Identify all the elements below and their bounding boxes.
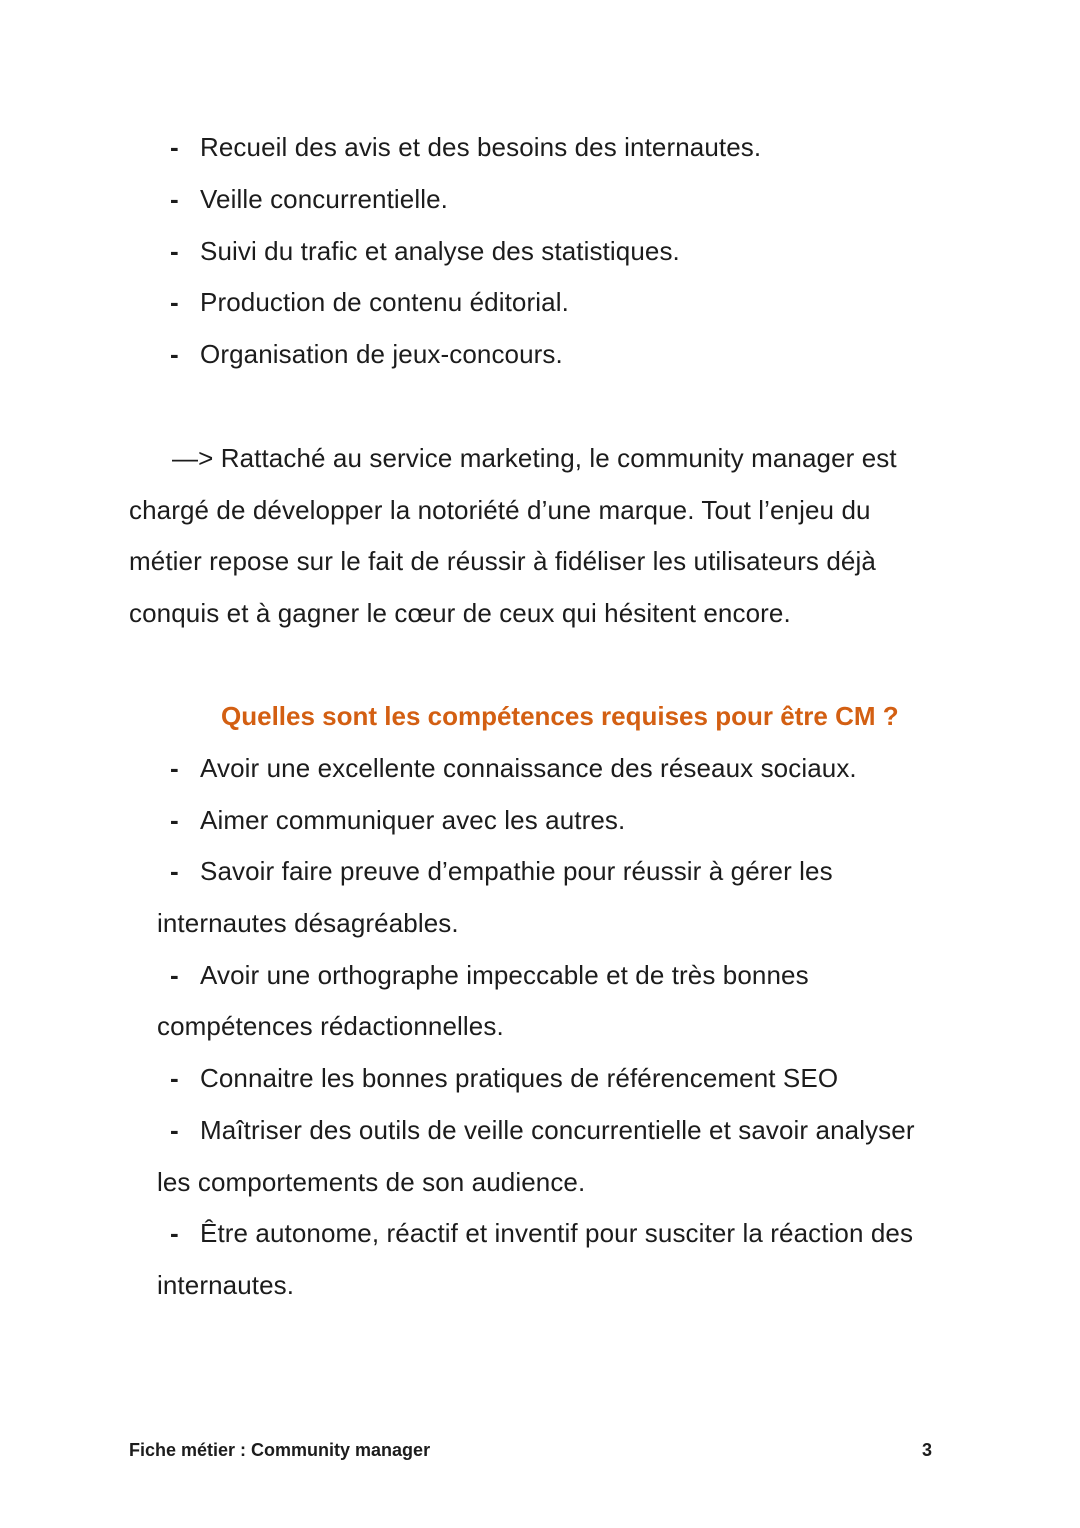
list-item: Être autonome, réactif et inventif pour susciter la réaction des (200, 1218, 914, 1248)
paragraph-line: conquis et à gagner le cœur de ceux qui hésitent encore. (129, 598, 791, 628)
list-item: Recueil des avis et des besoins des internautes. (200, 132, 762, 162)
list-item: Suivi du trafic et analyse des statistiques. (200, 236, 680, 266)
list-dash: - (170, 339, 179, 369)
list-item: Avoir une excellente connaissance des réseaux sociaux. (200, 753, 857, 783)
paragraph-line: métier repose sur le fait de réussir à fidéliser les utilisateurs déjà (129, 546, 876, 576)
list-item: Production de contenu éditorial. (200, 287, 569, 317)
list-item: Maîtriser des outils de veille concurrentielle et savoir analyser (200, 1115, 915, 1145)
list-dash: - (170, 1218, 179, 1248)
list-item-continuation: internautes désagréables. (157, 908, 459, 938)
section-heading: Quelles sont les compétences requises pour être CM ? (221, 701, 899, 731)
list-item: Organisation de jeux-concours. (200, 339, 563, 369)
list-dash: - (170, 856, 179, 886)
list-item-continuation: internautes. (157, 1270, 295, 1300)
list-item-continuation: compétences rédactionnelles. (157, 1011, 504, 1041)
list-dash: - (170, 287, 179, 317)
page-number: 3 (922, 1440, 933, 1460)
list-dash: - (170, 960, 179, 990)
paragraph-line: chargé de développer la notoriété d’une marque. Tout l’enjeu du (129, 495, 871, 525)
list-dash: - (170, 184, 179, 214)
list-item: Avoir une orthographe impeccable et de très bonnes (200, 960, 809, 990)
list-dash: - (170, 236, 179, 266)
list-item: Veille concurrentielle. (200, 184, 448, 214)
footer-title: Fiche métier : Community manager (129, 1440, 431, 1460)
list-item: Connaitre les bonnes pratiques de référencement SEO (200, 1063, 839, 1093)
list-item-continuation: les comportements de son audience. (157, 1167, 586, 1197)
list-dash: - (170, 753, 179, 783)
list-dash: - (170, 132, 179, 162)
list-item: Savoir faire preuve d’empathie pour réussir à gérer les (200, 856, 833, 886)
paragraph-line: —> Rattaché au service marketing, le community manager est (172, 443, 897, 473)
list-dash: - (170, 1063, 179, 1093)
list-dash: - (170, 805, 179, 835)
list-item: Aimer communiquer avec les autres. (200, 805, 626, 835)
list-dash: - (170, 1115, 179, 1145)
